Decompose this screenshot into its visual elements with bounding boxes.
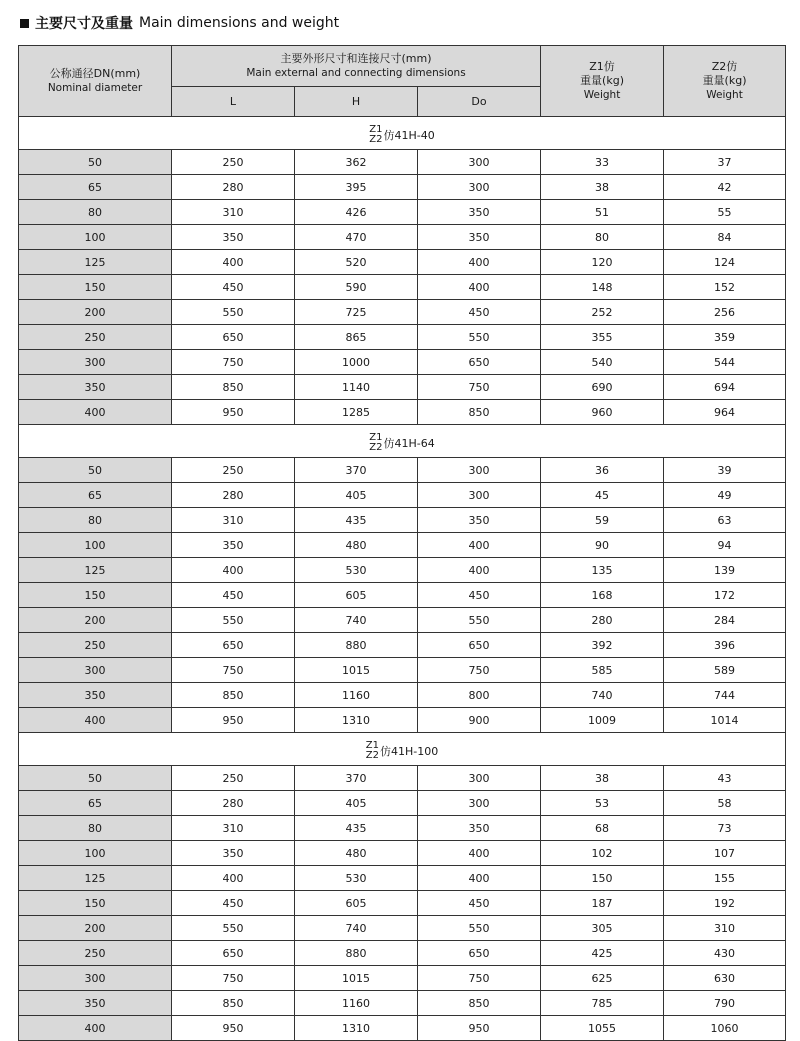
table-row xyxy=(19,375,786,400)
cell-z1-weight: 45 xyxy=(541,483,664,508)
cell-z1-weight: 690 xyxy=(541,375,664,400)
cell-do: 850 xyxy=(418,400,541,425)
cell-z2-weight: 694 xyxy=(664,375,786,400)
cell-l: 250 xyxy=(172,766,295,791)
cell-l: 850 xyxy=(172,375,295,400)
table-row xyxy=(19,791,786,816)
cell-z2-weight: 284 xyxy=(664,608,786,633)
cell-dn: 80 xyxy=(19,816,172,841)
cell-dn: 350 xyxy=(19,991,172,1016)
cell-do: 300 xyxy=(418,175,541,200)
cell-do: 750 xyxy=(418,375,541,400)
cell-l: 950 xyxy=(172,708,295,733)
cell-l: 550 xyxy=(172,300,295,325)
cell-l: 350 xyxy=(172,533,295,558)
cell-h: 725 xyxy=(295,300,418,325)
cell-h: 880 xyxy=(295,941,418,966)
cell-h: 1310 xyxy=(295,708,418,733)
cell-do: 400 xyxy=(418,558,541,583)
cell-z1-weight: 120 xyxy=(541,250,664,275)
table-row xyxy=(19,200,786,225)
cell-dn: 80 xyxy=(19,508,172,533)
cell-do: 950 xyxy=(418,1016,541,1041)
cell-do: 350 xyxy=(418,816,541,841)
cell-z2-weight: 152 xyxy=(664,275,786,300)
model-prefix-stack xyxy=(369,433,382,453)
cell-h: 605 xyxy=(295,583,418,608)
model-prefix-top: Z1 xyxy=(369,431,383,443)
cell-l: 350 xyxy=(172,225,295,250)
cell-dn: 350 xyxy=(19,375,172,400)
table-body xyxy=(19,117,786,1041)
cell-dn: 80 xyxy=(19,200,172,225)
group-header-row xyxy=(19,733,786,766)
cell-do: 400 xyxy=(418,866,541,891)
cell-l: 950 xyxy=(172,400,295,425)
cell-l: 400 xyxy=(172,558,295,583)
cell-h: 1000 xyxy=(295,350,418,375)
model-prefix-stack xyxy=(366,741,379,761)
cell-z1-weight: 53 xyxy=(541,791,664,816)
group-model-label xyxy=(369,433,434,453)
cell-l: 750 xyxy=(172,658,295,683)
cell-l: 280 xyxy=(172,175,295,200)
cell-l: 250 xyxy=(172,150,295,175)
cell-z1-weight: 625 xyxy=(541,966,664,991)
cell-z2-weight: 155 xyxy=(664,866,786,891)
cell-h: 1285 xyxy=(295,400,418,425)
cell-l: 450 xyxy=(172,275,295,300)
cell-dn: 200 xyxy=(19,300,172,325)
table-row xyxy=(19,991,786,1016)
table-row xyxy=(19,400,786,425)
model-name: 仿41H-40 xyxy=(383,128,435,142)
group-model-label xyxy=(369,125,434,145)
cell-z1-weight: 187 xyxy=(541,891,664,916)
table-row xyxy=(19,583,786,608)
cell-h: 590 xyxy=(295,275,418,300)
section-title-cn: 主要尺寸及重量 xyxy=(35,16,133,32)
cell-z2-weight: 39 xyxy=(664,458,786,483)
table-row xyxy=(19,916,786,941)
cell-z1-weight: 150 xyxy=(541,866,664,891)
cell-z1-weight: 540 xyxy=(541,350,664,375)
cell-z1-weight: 80 xyxy=(541,225,664,250)
cell-l: 350 xyxy=(172,841,295,866)
cell-z2-weight: 630 xyxy=(664,966,786,991)
cell-do: 350 xyxy=(418,508,541,533)
cell-z2-weight: 790 xyxy=(664,991,786,1016)
table-row xyxy=(19,683,786,708)
header-main-dimensions: 主要外形尺寸和连接尺寸(mm) Main external and connecting dimensions xyxy=(172,46,541,87)
cell-h: 362 xyxy=(295,150,418,175)
cell-h: 370 xyxy=(295,766,418,791)
cell-h: 370 xyxy=(295,458,418,483)
cell-z1-weight: 252 xyxy=(541,300,664,325)
cell-h: 435 xyxy=(295,508,418,533)
group-model-cell xyxy=(19,117,786,150)
cell-z2-weight: 396 xyxy=(664,633,786,658)
cell-do: 450 xyxy=(418,300,541,325)
cell-do: 750 xyxy=(418,658,541,683)
cell-dn: 100 xyxy=(19,533,172,558)
cell-dn: 150 xyxy=(19,891,172,916)
cell-z2-weight: 63 xyxy=(664,508,786,533)
cell-dn: 400 xyxy=(19,708,172,733)
cell-z1-weight: 102 xyxy=(541,841,664,866)
cell-dn: 400 xyxy=(19,1016,172,1041)
cell-do: 400 xyxy=(418,533,541,558)
cell-do: 350 xyxy=(418,225,541,250)
group-model-cell xyxy=(19,733,786,766)
cell-z1-weight: 59 xyxy=(541,508,664,533)
cell-z2-weight: 124 xyxy=(664,250,786,275)
group-header-row xyxy=(19,117,786,150)
table-row xyxy=(19,633,786,658)
cell-do: 650 xyxy=(418,633,541,658)
cell-h: 530 xyxy=(295,866,418,891)
cell-z2-weight: 744 xyxy=(664,683,786,708)
group-model-cell xyxy=(19,425,786,458)
header-col-do: Do xyxy=(418,87,541,117)
cell-z2-weight: 964 xyxy=(664,400,786,425)
cell-l: 250 xyxy=(172,458,295,483)
table-row xyxy=(19,558,786,583)
cell-z1-weight: 585 xyxy=(541,658,664,683)
cell-dn: 300 xyxy=(19,350,172,375)
table-row xyxy=(19,250,786,275)
cell-do: 450 xyxy=(418,891,541,916)
cell-l: 950 xyxy=(172,1016,295,1041)
cell-z2-weight: 310 xyxy=(664,916,786,941)
cell-z1-weight: 33 xyxy=(541,150,664,175)
cell-z2-weight: 58 xyxy=(664,791,786,816)
cell-z1-weight: 355 xyxy=(541,325,664,350)
cell-h: 1015 xyxy=(295,658,418,683)
cell-l: 550 xyxy=(172,916,295,941)
cell-h: 435 xyxy=(295,816,418,841)
cell-do: 550 xyxy=(418,325,541,350)
cell-h: 395 xyxy=(295,175,418,200)
cell-z2-weight: 1060 xyxy=(664,1016,786,1041)
cell-dn: 65 xyxy=(19,791,172,816)
table-row xyxy=(19,175,786,200)
cell-l: 750 xyxy=(172,350,295,375)
cell-z1-weight: 51 xyxy=(541,200,664,225)
cell-l: 310 xyxy=(172,508,295,533)
cell-z2-weight: 49 xyxy=(664,483,786,508)
cell-z2-weight: 84 xyxy=(664,225,786,250)
group-model-label xyxy=(366,741,438,761)
cell-dn: 50 xyxy=(19,766,172,791)
cell-h: 1310 xyxy=(295,1016,418,1041)
header-col-h: H xyxy=(295,87,418,117)
cell-z2-weight: 1014 xyxy=(664,708,786,733)
table-row xyxy=(19,483,786,508)
cell-dn: 50 xyxy=(19,458,172,483)
cell-l: 650 xyxy=(172,941,295,966)
table-row xyxy=(19,608,786,633)
cell-do: 300 xyxy=(418,791,541,816)
cell-do: 750 xyxy=(418,966,541,991)
table-row xyxy=(19,841,786,866)
cell-z2-weight: 430 xyxy=(664,941,786,966)
cell-z2-weight: 42 xyxy=(664,175,786,200)
cell-dn: 250 xyxy=(19,941,172,966)
model-name: 仿41H-100 xyxy=(380,744,439,758)
model-prefix-bottom: Z2 xyxy=(365,749,379,761)
cell-dn: 300 xyxy=(19,966,172,991)
cell-do: 800 xyxy=(418,683,541,708)
cell-z2-weight: 107 xyxy=(664,841,786,866)
cell-z1-weight: 36 xyxy=(541,458,664,483)
cell-z1-weight: 38 xyxy=(541,766,664,791)
header-nominal-diameter: 公称通径DN(mm) Nominal diameter xyxy=(19,46,172,117)
cell-h: 740 xyxy=(295,608,418,633)
cell-z1-weight: 425 xyxy=(541,941,664,966)
table-row xyxy=(19,350,786,375)
cell-h: 530 xyxy=(295,558,418,583)
cell-l: 280 xyxy=(172,483,295,508)
cell-l: 650 xyxy=(172,325,295,350)
cell-h: 865 xyxy=(295,325,418,350)
header-z2-weight: Z2仿 重量(kg) Weight xyxy=(664,46,786,117)
cell-l: 450 xyxy=(172,891,295,916)
cell-z1-weight: 1009 xyxy=(541,708,664,733)
cell-l: 280 xyxy=(172,791,295,816)
cell-dn: 400 xyxy=(19,400,172,425)
table-row xyxy=(19,866,786,891)
table-row xyxy=(19,766,786,791)
cell-dn: 250 xyxy=(19,325,172,350)
cell-l: 450 xyxy=(172,583,295,608)
table-row xyxy=(19,150,786,175)
cell-do: 300 xyxy=(418,483,541,508)
cell-z2-weight: 192 xyxy=(664,891,786,916)
table-row xyxy=(19,708,786,733)
cell-dn: 125 xyxy=(19,866,172,891)
cell-h: 405 xyxy=(295,483,418,508)
cell-h: 1160 xyxy=(295,991,418,1016)
header-col-l: L xyxy=(172,87,295,117)
cell-z2-weight: 43 xyxy=(664,766,786,791)
cell-z1-weight: 960 xyxy=(541,400,664,425)
cell-dn: 125 xyxy=(19,250,172,275)
model-prefix-bottom: Z2 xyxy=(369,133,383,145)
cell-l: 850 xyxy=(172,683,295,708)
cell-do: 400 xyxy=(418,841,541,866)
cell-z1-weight: 135 xyxy=(541,558,664,583)
cell-dn: 150 xyxy=(19,275,172,300)
cell-h: 480 xyxy=(295,841,418,866)
cell-do: 400 xyxy=(418,250,541,275)
section-title xyxy=(20,14,339,32)
cell-z1-weight: 148 xyxy=(541,275,664,300)
dimensions-table xyxy=(18,45,786,1041)
table-row xyxy=(19,658,786,683)
cell-h: 880 xyxy=(295,633,418,658)
model-prefix-top: Z1 xyxy=(365,739,379,751)
cell-dn: 50 xyxy=(19,150,172,175)
cell-z1-weight: 280 xyxy=(541,608,664,633)
cell-l: 650 xyxy=(172,633,295,658)
cell-z1-weight: 305 xyxy=(541,916,664,941)
cell-h: 1160 xyxy=(295,683,418,708)
cell-do: 550 xyxy=(418,916,541,941)
cell-dn: 200 xyxy=(19,608,172,633)
cell-dn: 100 xyxy=(19,225,172,250)
cell-h: 520 xyxy=(295,250,418,275)
model-prefix-stack xyxy=(369,125,382,145)
table-row xyxy=(19,325,786,350)
cell-do: 300 xyxy=(418,766,541,791)
cell-h: 405 xyxy=(295,791,418,816)
cell-z2-weight: 544 xyxy=(664,350,786,375)
table-row xyxy=(19,891,786,916)
cell-z2-weight: 256 xyxy=(664,300,786,325)
cell-l: 310 xyxy=(172,816,295,841)
cell-z2-weight: 359 xyxy=(664,325,786,350)
table-row xyxy=(19,300,786,325)
cell-z2-weight: 55 xyxy=(664,200,786,225)
cell-l: 750 xyxy=(172,966,295,991)
table-row xyxy=(19,816,786,841)
cell-z2-weight: 73 xyxy=(664,816,786,841)
cell-do: 550 xyxy=(418,608,541,633)
cell-z1-weight: 168 xyxy=(541,583,664,608)
cell-z1-weight: 38 xyxy=(541,175,664,200)
cell-dn: 150 xyxy=(19,583,172,608)
cell-z1-weight: 392 xyxy=(541,633,664,658)
cell-do: 400 xyxy=(418,275,541,300)
cell-z1-weight: 90 xyxy=(541,533,664,558)
cell-z1-weight: 785 xyxy=(541,991,664,1016)
cell-z2-weight: 94 xyxy=(664,533,786,558)
cell-z1-weight: 1055 xyxy=(541,1016,664,1041)
cell-do: 450 xyxy=(418,583,541,608)
table-row xyxy=(19,533,786,558)
model-prefix-bottom: Z2 xyxy=(369,441,383,453)
cell-h: 1140 xyxy=(295,375,418,400)
cell-z1-weight: 68 xyxy=(541,816,664,841)
cell-z1-weight: 740 xyxy=(541,683,664,708)
group-header-row xyxy=(19,425,786,458)
cell-l: 550 xyxy=(172,608,295,633)
cell-h: 605 xyxy=(295,891,418,916)
cell-l: 400 xyxy=(172,866,295,891)
cell-h: 1015 xyxy=(295,966,418,991)
cell-z2-weight: 589 xyxy=(664,658,786,683)
table-row xyxy=(19,966,786,991)
table-row xyxy=(19,941,786,966)
cell-h: 470 xyxy=(295,225,418,250)
cell-z2-weight: 139 xyxy=(664,558,786,583)
cell-z2-weight: 172 xyxy=(664,583,786,608)
cell-l: 310 xyxy=(172,200,295,225)
table-row xyxy=(19,225,786,250)
cell-l: 400 xyxy=(172,250,295,275)
table-row xyxy=(19,275,786,300)
cell-dn: 250 xyxy=(19,633,172,658)
cell-do: 900 xyxy=(418,708,541,733)
cell-do: 850 xyxy=(418,991,541,1016)
cell-h: 480 xyxy=(295,533,418,558)
cell-do: 350 xyxy=(418,200,541,225)
section-title-en: Main dimensions and weight xyxy=(139,15,340,31)
cell-dn: 65 xyxy=(19,175,172,200)
cell-dn: 65 xyxy=(19,483,172,508)
header-z1-weight: Z1仿 重量(kg) Weight xyxy=(541,46,664,117)
cell-do: 300 xyxy=(418,150,541,175)
table-row xyxy=(19,458,786,483)
cell-dn: 125 xyxy=(19,558,172,583)
cell-do: 650 xyxy=(418,941,541,966)
cell-dn: 300 xyxy=(19,658,172,683)
model-prefix-top: Z1 xyxy=(369,123,383,135)
model-name: 仿41H-64 xyxy=(383,436,435,450)
cell-do: 650 xyxy=(418,350,541,375)
cell-do: 300 xyxy=(418,458,541,483)
cell-z2-weight: 37 xyxy=(664,150,786,175)
cell-h: 426 xyxy=(295,200,418,225)
table-row xyxy=(19,508,786,533)
table-row xyxy=(19,1016,786,1041)
cell-h: 740 xyxy=(295,916,418,941)
cell-l: 850 xyxy=(172,991,295,1016)
square-bullet-icon xyxy=(20,19,29,28)
cell-dn: 200 xyxy=(19,916,172,941)
cell-dn: 350 xyxy=(19,683,172,708)
cell-dn: 100 xyxy=(19,841,172,866)
